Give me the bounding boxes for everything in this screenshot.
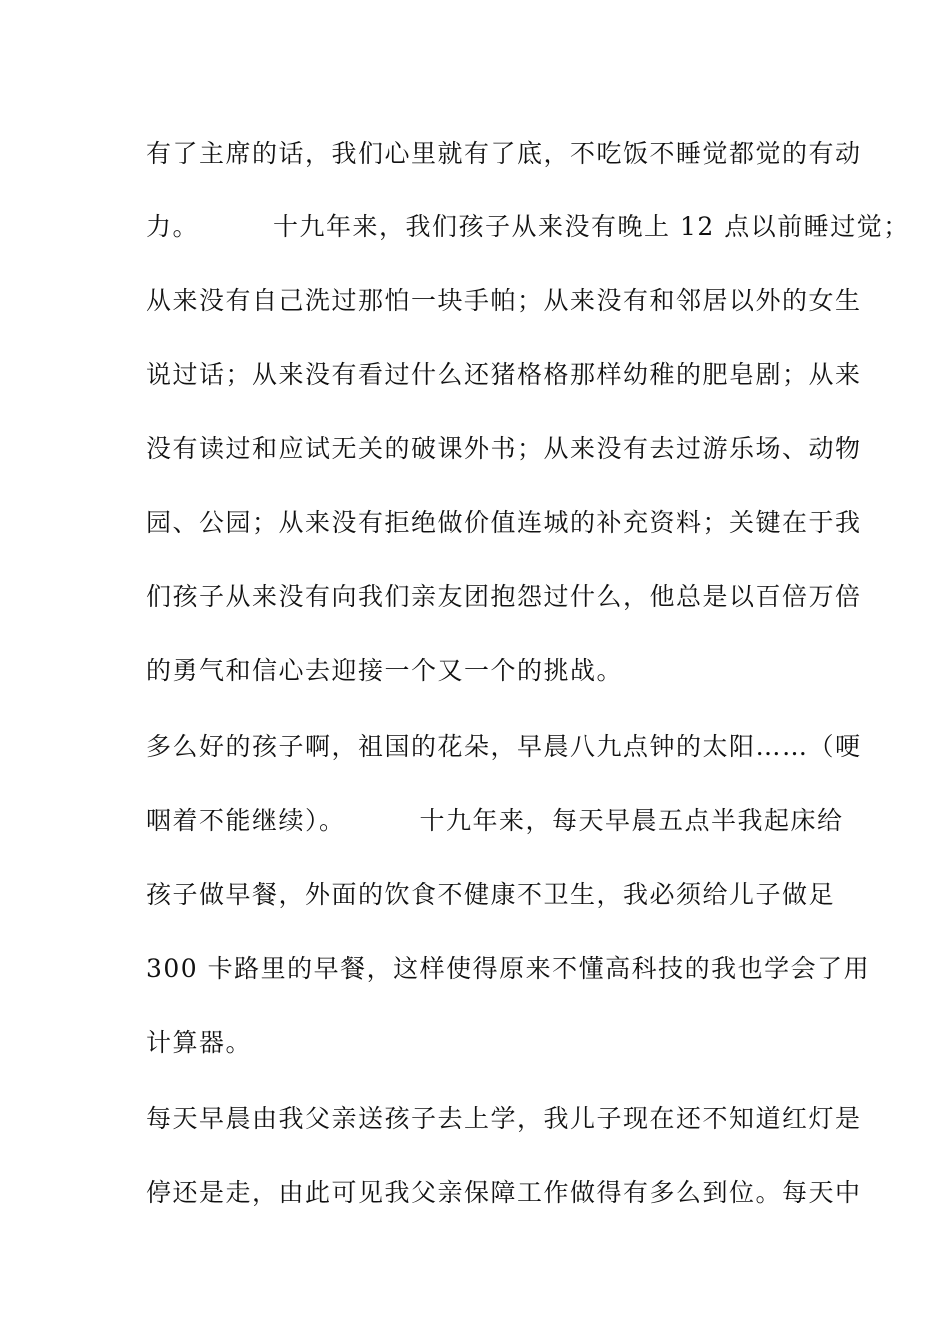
- text-line: 有了主席的话，我们心里就有了底，不吃饭不睡觉都觉的有动: [146, 139, 862, 168]
- text-line: 们孩子从来没有向我们亲友团抱怨过什么，他总是以百倍万倍: [146, 582, 862, 611]
- text-line: 孩子做早餐，外面的饮食不健康不卫生，我必须给儿子做足: [146, 880, 836, 909]
- text-line: 每天早晨由我父亲送孩子去上学，我儿子现在还不知道红灯是: [146, 1104, 862, 1133]
- text-line: 从来没有自己洗过那怕一块手帕；从来没有和邻居以外的女生: [146, 286, 862, 315]
- text-line: 说过话；从来没有看过什么还猪格格那样幼稚的肥皂剧；从来: [146, 360, 862, 389]
- text-line: 计算器。: [146, 1028, 253, 1057]
- text-line: 没有读过和应试无关的破课外书；从来没有去过游乐场、动物: [146, 434, 862, 463]
- text-line: 停还是走，由此可见我父亲保障工作做得有多么到位。每天中: [146, 1178, 862, 1207]
- text-segment: 力。: [146, 212, 200, 241]
- text-line: [146, 805, 844, 837]
- text-segment: 十九年来，每天早晨五点半我起床给: [419, 806, 844, 835]
- text-segment: 十九年来，我们孩子从来没有晚上 12 点以前睡过觉；: [273, 212, 910, 241]
- text-line: [146, 211, 910, 243]
- text-line: 多么好的孩子啊，祖国的花朵，早晨八九点钟的太阳……（哽: [146, 732, 862, 761]
- text-line: 的勇气和信心去迎接一个又一个的挑战。: [146, 656, 624, 685]
- text-segment: 咽着不能继续）。: [146, 806, 346, 835]
- text-line: 园、公园；从来没有拒绝做价值连城的补充资料；关键在于我: [146, 508, 862, 537]
- text-line: 300 卡路里的早餐，这样使得原来不懂高科技的我也学会了用: [146, 954, 871, 983]
